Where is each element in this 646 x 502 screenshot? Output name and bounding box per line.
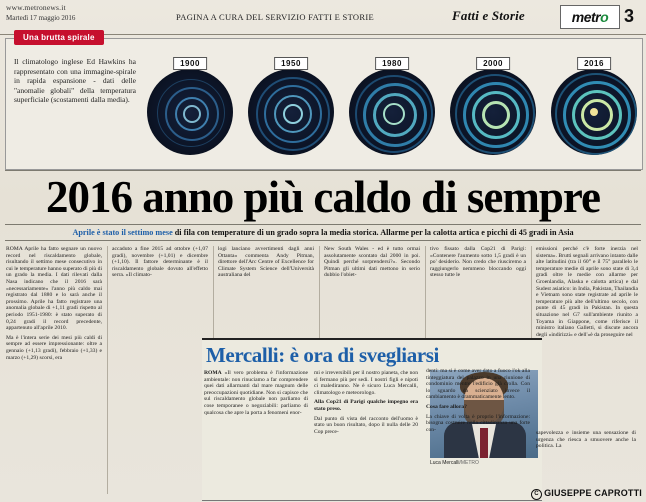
spiral-year-label: 1980 [375, 57, 409, 70]
watermark [531, 488, 642, 500]
subhead-text: Cosa fare allora? [426, 403, 467, 410]
paragraph [204, 370, 308, 416]
spiral-1900 [144, 57, 236, 157]
rule-below-headline [5, 224, 641, 225]
mercalli-column-4 [536, 430, 636, 453]
paragraph: La chiave di volta è proprio l'informazione: bisogna costruire nella cittadinanza una forte con- [426, 413, 530, 433]
watermark-name: GIUSEPPE CAPROTTI [544, 488, 642, 498]
mercalli-subhead [426, 404, 530, 411]
spiral-year-label: 1900 [173, 57, 207, 70]
paragraph-text: «Il vero problema è l'informazione ambientale: non rinuciamo a far comprendere quei dati allarmanti dal mare magnum delle preoccupazioni quotidiane. Non si capisce che sul riscaldamento globale non parliamo di cose temporanee o negoziabili: parliamo di qualcosa che apre la porta a fenomeni enor- [204, 370, 308, 416]
spiral-disc [551, 69, 637, 155]
photo-caption [430, 460, 540, 466]
page-subheadline [8, 228, 638, 237]
mercalli-subhead [314, 399, 418, 412]
metro-logo [560, 5, 620, 29]
spiral-image-row [144, 45, 640, 165]
spiral-2000 [447, 57, 539, 157]
column-divider [319, 246, 320, 338]
spiral-disc [349, 69, 435, 155]
paragraph: sapevolezza e insieme una sensazione di urgenza che riesca a smuovere anche la politica. La [536, 430, 636, 450]
spiral-year-label: 2000 [476, 57, 510, 70]
spiral-feature-box [5, 33, 643, 170]
article-column-6 [536, 246, 638, 341]
subhead-text: Alla Cop21 di Parigi qualche impegno era stato preso. [314, 399, 418, 412]
section-title: Fatti e Storie [452, 8, 525, 23]
paragraph: tivo fissato dalla Cop21 di Parigi: «Contenere l'aumento sotto 1,5 gradi è un po' desiderio. Non credo che riusciremo a raggiungerlo nemmeno bloccando oggi stesso tutte le [430, 246, 526, 279]
paragraph: emissioni perché c'è forte inerzia nel sistema». Brutti segnali arrivano intanto dalle alte latitudini (tra il 60° e il 75° parallelo le temperature medie di aprile sono state di 3,4 gradi oltre le medie con allarme per Groenlandia, Alaska e calotta artica) e dal Sudest asiatico: in India, Pakistan, Thailandia e Vietnam sono state registrate ad aprile le temperature più alte dell'ultimo secolo, con punte di 45 gradi in Pakistan. In questa situazione nel G7 sull'ambiente riunito a Toyama in Giappone, come riferisce il ministro italiano Galletti, si discute ancora degli «indirizzi» e dell'«è da proseguire nel [536, 246, 638, 338]
article-column-1 [6, 246, 102, 364]
metro-logo-dot: o [600, 9, 609, 25]
column-divider [425, 246, 426, 338]
mercalli-column-3 [426, 368, 530, 436]
metro-logo-text: metr [571, 9, 601, 25]
photo-caption-name: Luca Mercalli [430, 460, 460, 466]
mercalli-headline: Mercalli: è ora di svegliarsi [206, 343, 439, 367]
feature-badge: Una brutta spirale [14, 30, 104, 45]
page-number: 3 [624, 6, 635, 26]
page-headline: 2016 anno più caldo di sempre [45, 172, 601, 222]
masthead-credit: PAGINA A CURA DEL SERVIZIO FATTI E STORIE [176, 12, 374, 22]
rule-above-headline [5, 170, 641, 171]
paragraph: accaduto a fine 2015 ad ottobre (+1,07 gradi), novembre (+1,01) e dicembre (+1,10). Il fattore determinante è il riscaldamento globale dovuto all'effetto serra. «Il climato- [112, 246, 208, 279]
paragraph: Dal punto di vista del racconto dell'uomo è stato un buon risultato, dopo il nulla delle 20 Cop prece- [314, 415, 418, 435]
spiral-disc [248, 69, 334, 155]
column-divider [107, 246, 108, 494]
paragraph: New South Wales - ed è tutto ormai assolutamente scontato dal 2000 in poi. Quindi perché sorprendersi?». Secondo Pitman gli ultimi dati mettono in serio dubbio l'obiet- [324, 246, 420, 279]
article-column-4 [324, 246, 420, 334]
spiral-disc [450, 69, 536, 155]
copyright-icon: C [531, 489, 542, 500]
feature-caption: Il climatologo inglese Ed Hawkins ha rappresentato con una immagine-spirale in rapida espansione - dati delle "anomalie globali" della temperatura superficiale (scostamenti dalla media). [14, 57, 136, 105]
dateline: ROMA [204, 370, 222, 376]
article-column-5 [430, 246, 526, 334]
mercalli-column-2 [314, 370, 418, 438]
rule-below-subhead [5, 240, 641, 241]
site-url[interactable]: www.metronews.it [6, 3, 66, 12]
spiral-1980 [346, 57, 438, 157]
mercalli-column-1 [204, 370, 308, 419]
photo-credit: /METRO [459, 460, 479, 466]
subhead-lead: Aprile è stato il settimo mese [72, 228, 173, 237]
issue-date-value: 17 maggio 2016 [29, 14, 76, 22]
article-column-2 [112, 246, 208, 334]
paragraph: logi lanciano avvertimenti dagli anni Ottanta» commenta Andy Pitman, direttore dell'Arc Centre of Excellence for Climate System Science dell'Università australiana del [218, 246, 314, 279]
column-divider [213, 246, 214, 338]
spiral-disc [147, 69, 233, 155]
article-column-3 [218, 246, 314, 334]
paragraph: ROMA Aprile ha fatto segnare un nuovo record nel riscaldamento globale, risultando il settimo mese consecutivo in cui le temperature hanno superato di più di un grado la media. I dati rilevati dalla Nasa indicano che il 2016 sarà «necessariamente» l'anno più caldo mai registrato dal 1880 e lo sarà anche il prossimo. Aprile ha fatto registrare una anomalia globale di +1,11 gradi rispetto al periodo 1951-1980: è stato superato di 0,24 gradi il record precedente, appartenuto all'aprile 2010. [6, 246, 102, 332]
paragraph: Ma è l'intera serie dei mesi più caldi di sempre ad essere impressionante: oltre a gennaio (+1,13 gradi), febbraio (+1,33) e marzo (+1,29) scorsi, era [6, 334, 102, 361]
spiral-year-label: 2016 [577, 57, 611, 70]
spiral-year-label: 1950 [274, 57, 308, 70]
spiral-1950 [245, 57, 337, 157]
subhead-rest: di fila con temperature di un grado sopra la media storica. Allarme per la calotta artica e picchi di 45 gradi in Asia [174, 228, 574, 237]
paragraph: denti: ma si è come aver dato a fuoco l'ok alla tinteggiatura del palazzo in una riunione di condominio mentre l'edificio già crolla. Con lo sguardo da scienziato invece il cambiamento è drammaticamente lento. [426, 368, 530, 401]
issue-day: Martedì [6, 14, 29, 22]
paragraph: mi e irreversibili per il nostro pianeta, che non si fermano più per sedi. I nostri figli e nipoti ci malediranno. Ne è sicuro Luca Mercalli, climatologo e meteorologo. [314, 370, 418, 396]
spiral-2016 [548, 57, 640, 157]
